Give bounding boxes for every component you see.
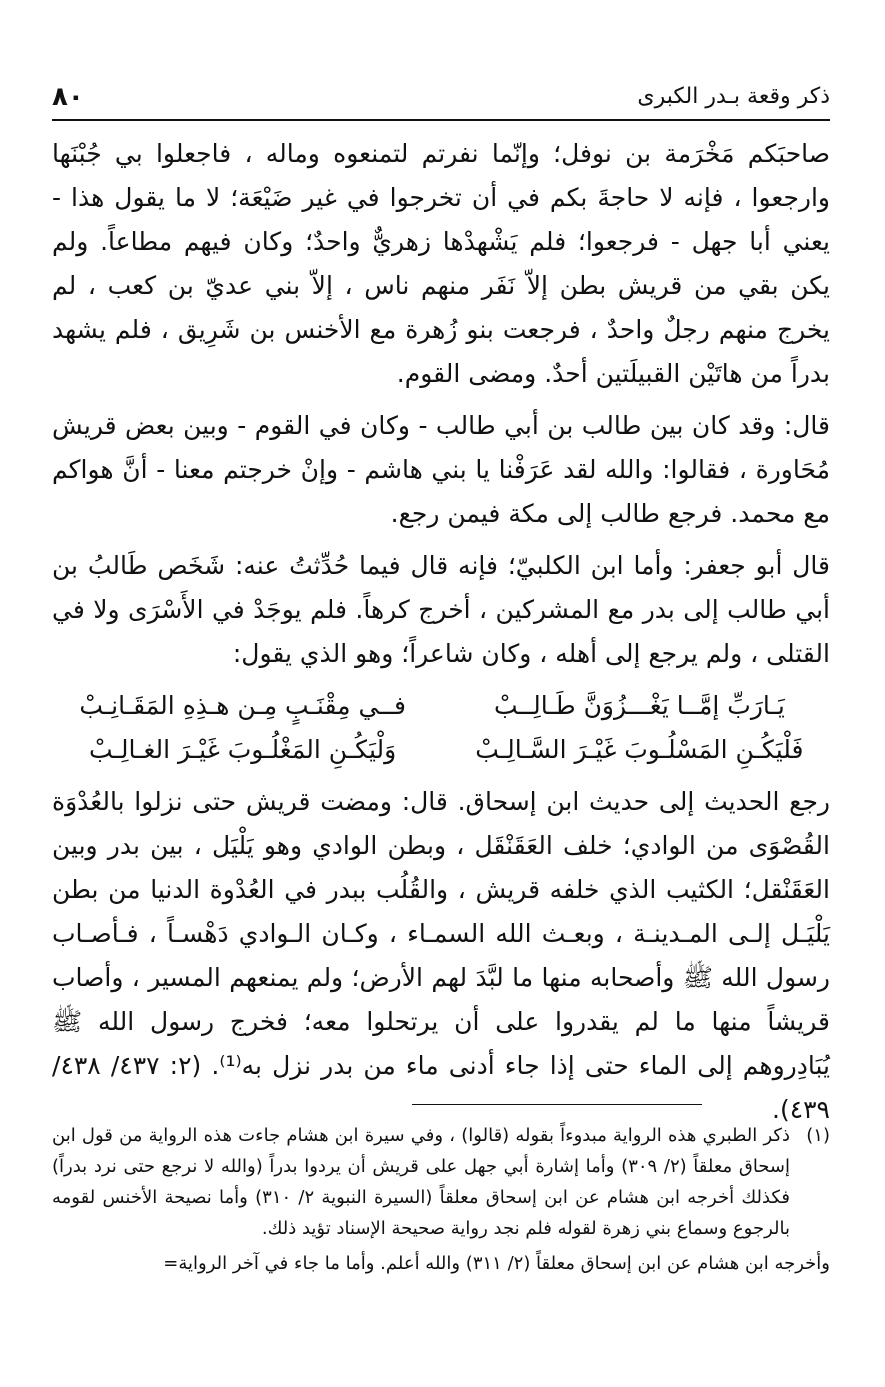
footnotes [52,1120,830,1279]
footnote-text: ذكر الطبري هذه الرواية مبدوءاً بقوله (قالوا) ، وفي سيرة ابن هشام جاءت هذه الرواية من قول ابن إسحاق معلقاً (٢/ ٣٠٩) وأما إشارة أبي جهل على قريش أن يردوا بدراً (والله لا نرجع حتى نرد بدراً) فكذلك أخرجه ابن هشام عن ابن إسحاق معلقاً (السيرة النبوية ٢/ ٣١٠) وأما نصيحة الأخنس لقومه بالرجوع وسماع بني زهرة لقوله فلم نجد رواية صحيحة الإسناد تؤيد ذلك. [52,1125,791,1239]
paragraph: قال أبو جعفر: وأما ابن الكلبيّ؛ فإنه قال فيما حُدِّثتُ عنه: شَخَص طَالبُ بن أبي طالب إلى بدر مع المشركين ، أخرج كرهاً. فلم يوجَدْ في الأَسْرَى ولا في القتلى ، ولم يرجع إلى أهله ، وكان شاعراً؛ وهو الذي يقول: [52,551,830,668]
footnote [52,1120,830,1244]
paragraph: رجع الحديث إلى حديث ابن إسحاق. قال: ومضت قريش حتى نزلوا بالعُدْوَة القُصْوَى من الوادي؛ خلف العَقَنْقَل ، وبطن الوادي وهو يَلْيَل ، بين بدر وبين العَقَنْقل؛ الكثيب الذي خلفه قريش ، والقُلُب ببدر في العُدْوة الدنيا من بطن يَلْيَـل إلـى المـدينـة ، وبعـث الله السمـاء ، وكـان الـوادي دَهْسـاً ، فـأصـاب رسول الله ﷺ وأصحابه منها ما لبَّدَ لهم الأرض؛ ولم يمنعهم المسير ، وأصاب قريشاً منها ما لم يقدروا على أن يرتحلوا معه؛ فخرج رسول الله ﷺ يُبَادِروهم إلى الماء حتى إذا جاء أدنى ماء من بدر نزل به⁽¹⁾. (٢: ٤٣٧/ ٤٣٨/ ٤٣٩). [52,787,830,1124]
poem-verse [52,728,830,772]
poem-hemistich-first: فَلْيَكُـنِ المَسْلُـوبَ غَيْـرَ السَّـالِـبْ [475,735,804,764]
paragraph: قال: وقد كان بين طالب بن أبي طالب - وكان في القوم - وبين بعض قريش مُحَاورة ، فقالوا: والله لقد عَرَفْنا يا بني هاشم - وإنْ خرجتم معنا - أنَّ هواكم مع محمد. فرجع طالب إلى مكة فيمن رجع. [52,411,830,528]
footnote-continuation: وأخرجه ابن هشام عن ابن إسحاق معلقاً (٢/ ٣١١) والله أعلم. وأما ما جاء في آخر الرواية= [163,1253,830,1274]
footnote-number: (١) [806,1125,830,1146]
page-number: ٨٠ [52,82,84,112]
paragraph: صاحبَكم مَخْرَمة بن نوفل؛ وإنّما نفرتم لتمنعوه وماله ، فاجعلوا بي جُبْنَها وارجعوا ، فإنه لا حاجةَ بكم في أن تخرجوا في غير ضَيْعَة؛ لا ما يقول هذا - يعني أبا جهل - فرجعوا؛ فلم يَشْهدْها زهريٌّ واحدٌ؛ وكان فيهم مطاعاً. ولم يكن بقي من قريش بطن إلاّ نَفَر منهم ناس ، إلاّ بني عديّ بن كعب ، لم يخرج منهم رجلٌ واحدٌ ، فرجعت بنو زُهرة مع الأخنس بن شَرِيق ، فلم يشهد بدراً من هاتَيْن القبيلَتين أحدٌ. ومضى القوم. [52,139,830,388]
poem-hemistich-first: يَـارَبِّ إمَّــا يَغْـــزُوَنَّ طَـالِــبْ [493,691,785,720]
chapter-title: ذكر وقعة بـدر الكبرى [637,84,830,109]
header-divider [52,119,830,121]
footnote-divider [412,1104,702,1105]
poem [52,684,830,772]
main-text [52,132,830,1140]
poem-verse [52,684,830,728]
poem-hemistich-second: وَلْيَكُـنِ المَغْلُـوبَ غَيْـرَ الغـالِـبْ [89,735,397,764]
poem-hemistich-second: فــي مِقْنَـبٍ مِـن هـذِهِ المَقَـانِـبْ [79,691,406,720]
running-header [52,84,830,118]
